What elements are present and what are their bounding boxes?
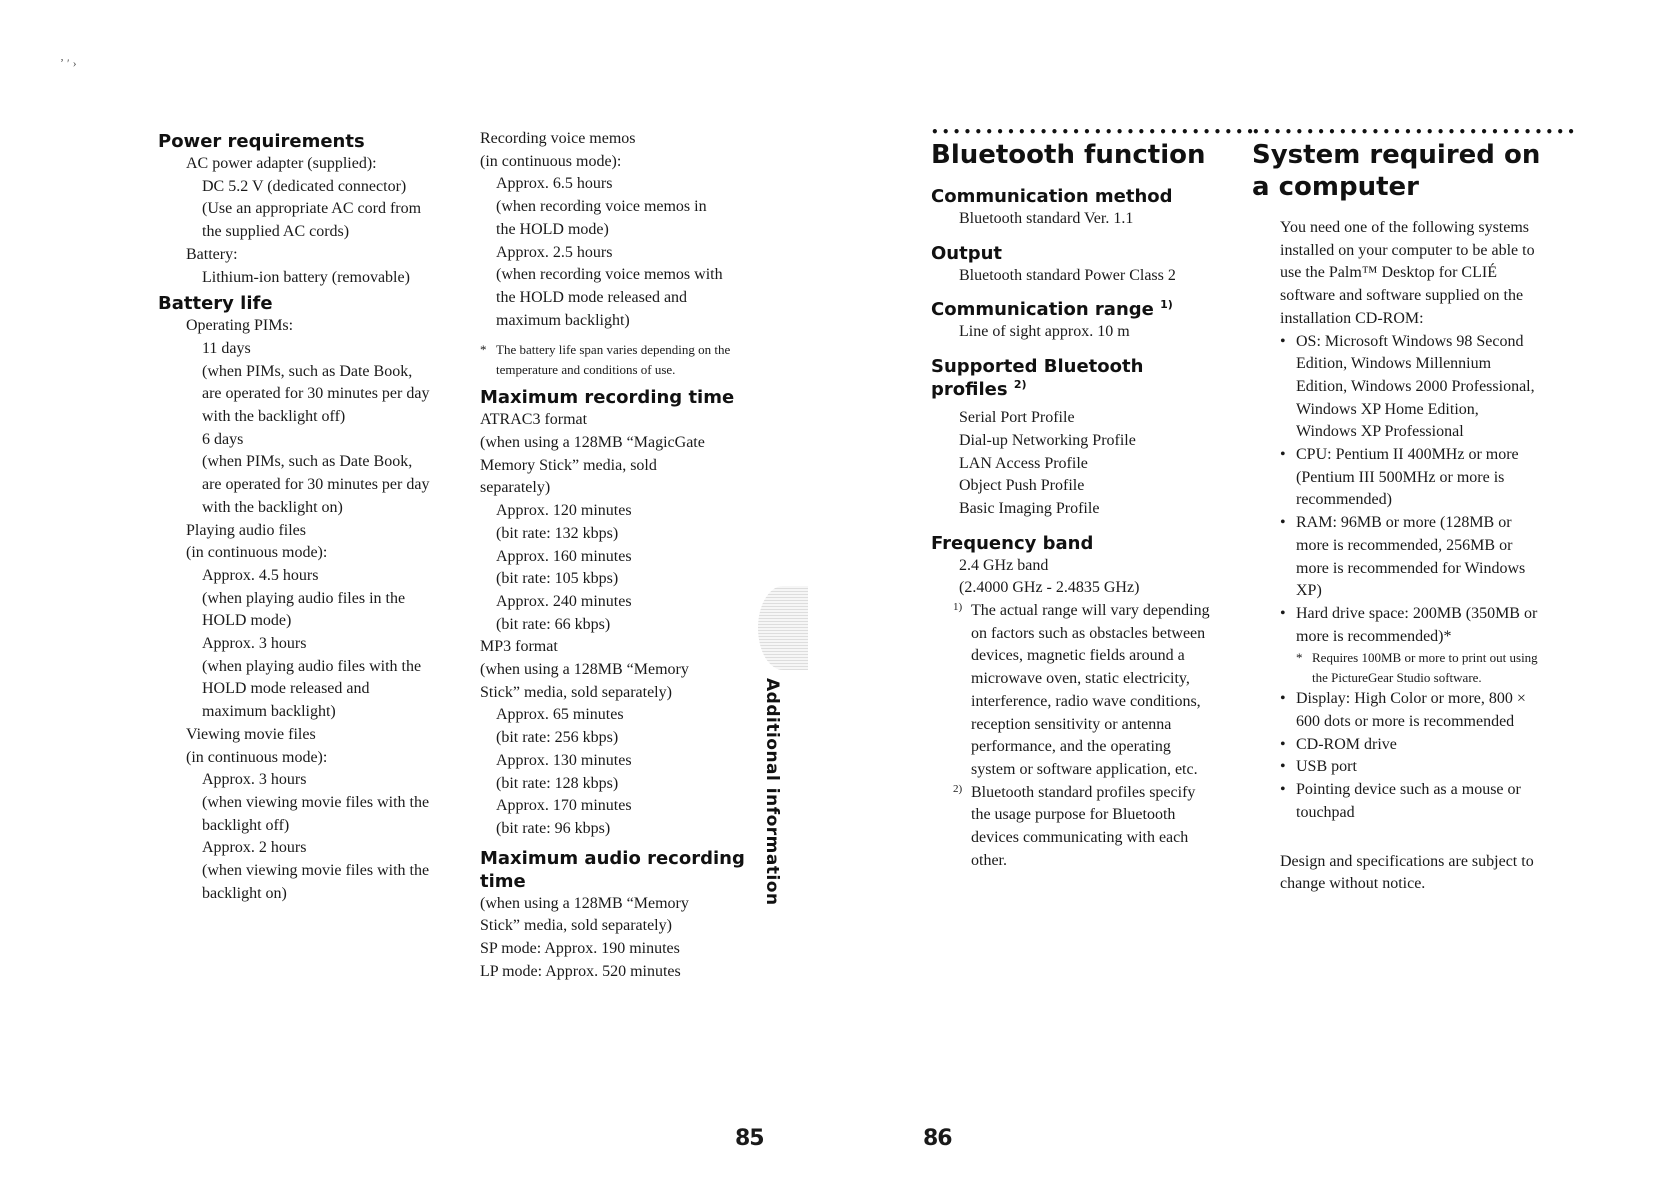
spec-line: (when viewing movie files with the [202, 793, 430, 811]
spec-line: (bit rate: 96 kbps) [496, 819, 611, 837]
spec-line: Operating PIMs: [186, 317, 294, 335]
spec-line: (when using a 128MB “Memory [480, 661, 689, 679]
spec-line: maximum backlight) [202, 703, 336, 721]
max-recording-lines [452, 409, 770, 840]
frequency-line: 2.4 GHz band [959, 556, 1049, 574]
note-ref-2: 2) [1013, 378, 1027, 392]
hdd-footnote: * Requires 100MB or more to print out using the PictureGear Studio software. [1296, 648, 1554, 688]
max-recording-heading: Maximum recording time [480, 387, 735, 409]
battery-lines [158, 315, 458, 905]
spec-line: (in continuous mode): [186, 544, 328, 562]
spec-line: backlight on) [202, 884, 287, 902]
spec-line: (bit rate: 132 kbps) [496, 524, 619, 542]
spec-line: with the backlight off) [202, 408, 346, 426]
section-tab-label: Additional information [762, 678, 782, 906]
requirement-bullet: • Display: High Color or more, 800 × 600 dots or more is recommended [1280, 688, 1538, 733]
page-number-right: 86 [923, 1126, 952, 1151]
spec-line: Approx. 2 hours [202, 839, 307, 857]
spec-line: Approx. 2.5 hours [496, 243, 613, 261]
requirement-bullet: • Hard drive space: 200MB (350MB or more is recommended)* [1280, 603, 1538, 648]
spec-line: (Use an appropriate AC cord from [202, 200, 422, 218]
left-column-2 [480, 128, 770, 984]
profile-item: LAN Access Profile [959, 454, 1088, 472]
spec-line: Recording voice memos [480, 130, 636, 147]
spec-line: DC 5.2 V (dedicated connector) [202, 177, 407, 195]
comm-range-heading: Communication range $^{1)}$ [931, 298, 1173, 321]
requirement-bullet: • OS: Microsoft Windows 98 Second Edition, Windows Millennium Edition, Windows 2000 Professional, Windows XP Home Edition, Windows XP Professional [1280, 331, 1538, 445]
bluetooth-title: Bluetooth function [931, 140, 1206, 170]
spec-line: Approx. 170 minutes [496, 797, 632, 815]
spec-line: MP3 format [480, 638, 558, 656]
spec-line: Battery: [186, 245, 238, 263]
spec-line: maximum backlight) [496, 311, 630, 329]
power-lines [158, 153, 458, 289]
spec-line: (when using a 128MB “Memory [480, 894, 689, 912]
requirement-bullet: • CPU: Pentium II 400MHz or more (Pentium III 500MHz or more is recommended) [1280, 444, 1538, 512]
output-value: Bluetooth standard Power Class 2 [959, 266, 1176, 284]
max-audio-heading: Maximum audio recording time [480, 847, 745, 892]
spec-line: Approx. 130 minutes [496, 751, 632, 769]
spec-line: (when using a 128MB “MagicGate [480, 434, 705, 452]
system-column [1252, 125, 1579, 896]
spec-line: with the backlight on) [202, 498, 343, 516]
comm-range-value: Line of sight approx. 10 m [959, 323, 1130, 341]
requirement-bullet: • CD-ROM drive [1280, 734, 1538, 757]
spec-line: Lithium-ion battery (removable) [202, 268, 410, 286]
bluetooth-notes [931, 600, 1215, 872]
left-column-1 [158, 130, 458, 906]
profile-item: Dial-up Networking Profile [959, 431, 1136, 449]
spec-line: (when playing audio files in the [202, 589, 406, 607]
spec-line: (in continuous mode): [480, 152, 622, 170]
spec-line: (in continuous mode): [186, 748, 328, 766]
spec-line: Approx. 3 hours [202, 635, 307, 653]
note-ref-1: 1) [1160, 298, 1173, 312]
spec-line: (bit rate: 105 kbps) [496, 570, 619, 588]
dot-rule: •••••••••••••••••••••••••••••• [931, 125, 1258, 139]
spec-line: SP mode: Approx. 190 minutes [480, 940, 680, 958]
spec-line: Approx. 120 minutes [496, 502, 632, 520]
section-tab [758, 586, 808, 670]
spec-line: HOLD mode released and [202, 680, 370, 698]
frequency-line: (2.4000 GHz - 2.4835 GHz) [959, 579, 1140, 597]
battery-footnote: * The battery life span varies depending on the temperature and conditions of use. [480, 340, 746, 380]
profile-list [931, 407, 1231, 521]
profile-item: Basic Imaging Profile [959, 499, 1100, 517]
spec-line: (bit rate: 128 kbps) [496, 774, 619, 792]
comm-method-value: Bluetooth standard Ver. 1.1 [959, 210, 1134, 227]
spec-line: ATRAC3 format [480, 411, 588, 429]
system-intro: You need one of the following systems installed on your computer to be able to use the Palm™ Desktop for CLIÉ software and software supplied on the installation CD-ROM: [1280, 219, 1535, 327]
spec-line: LP mode: Approx. 520 minutes [480, 962, 681, 980]
spec-line: 6 days [202, 430, 244, 448]
spec-line: Stick” media, sold separately) [480, 683, 672, 701]
spec-line: Approx. 65 minutes [496, 706, 624, 724]
spec-line: (when playing audio files with the [202, 657, 422, 675]
system-bullets [1252, 331, 1538, 649]
spec-line: Viewing movie files [186, 725, 316, 743]
spec-line: HOLD mode) [202, 612, 292, 630]
spec-line: Approx. 6.5 hours [496, 175, 613, 193]
spec-line: the HOLD mode) [496, 220, 609, 238]
spec-line: (bit rate: 66 kbps) [496, 615, 611, 633]
closing-note: Design and specifications are subject to change without notice. [1280, 852, 1534, 893]
spec-line: backlight off) [202, 816, 290, 834]
profile-item: Object Push Profile [959, 477, 1085, 495]
bluetooth-column [931, 125, 1258, 872]
spec-line: Playing audio files [186, 521, 306, 539]
max-audio-lines [452, 893, 770, 984]
spec-line: Approx. 240 minutes [496, 592, 632, 610]
spec-line: AC power adapter (supplied): [186, 155, 377, 172]
spec-line: are operated for 30 minutes per day [202, 385, 430, 403]
system-bullets-2 [1252, 688, 1538, 824]
battery-heading: Battery life [158, 293, 273, 315]
requirement-bullet: • Pointing device such as a mouse or touchpad [1280, 779, 1538, 824]
frequency-lines [931, 555, 1231, 600]
power-heading: Power requirements [158, 131, 365, 152]
footnote-text: The actual range will vary depending on factors such as obstacles between devices, magnetic fields around a microwave oven, static electricity, interference, radio wave conditions, reception sensitivity or antenna performance, and the operating system or software application, etc. [971, 602, 1210, 778]
spec-line: (when viewing movie files with the [202, 862, 430, 880]
spec-line: the supplied AC cords) [202, 223, 350, 241]
footnote-mark: 2) [953, 782, 963, 795]
spec-line: separately) [480, 479, 551, 497]
spec-line: are operated for 30 minutes per day [202, 476, 430, 494]
system-title: System required on a computer [1252, 140, 1541, 202]
spec-line: the HOLD mode released and [496, 288, 688, 306]
corner-marks: ʼ ′ › [60, 56, 77, 70]
spec-line: (when PIMs, such as Date Book, [202, 453, 413, 471]
spec-line: (bit rate: 256 kbps) [496, 729, 619, 747]
spec-line: Approx. 4.5 hours [202, 566, 319, 584]
requirement-bullet: • RAM: 96MB or more (128MB or more is recommended, 256MB or more is recommended for Windows XP) [1280, 512, 1538, 603]
spec-line: (when PIMs, such as Date Book, [202, 362, 413, 380]
profile-item: Serial Port Profile [959, 409, 1075, 427]
frequency-heading: Frequency band [931, 532, 1094, 554]
profiles-heading: Supported Bluetooth profiles $^{2)}$ [931, 356, 1144, 401]
spec-line: Approx. 3 hours [202, 771, 307, 789]
voice-memo-lines [452, 128, 770, 332]
footnote-mark: 1) [953, 601, 963, 614]
spec-line: (when recording voice memos with [496, 266, 723, 284]
footnote [953, 600, 1215, 782]
comm-method-heading: Communication method [931, 186, 1173, 207]
spec-line: (when recording voice memos in [496, 198, 707, 216]
requirement-bullet: • USB port [1280, 756, 1538, 779]
spec-line: Approx. 160 minutes [496, 547, 632, 565]
footnote-text: Bluetooth standard profiles specify the usage purpose for Bluetooth devices communicating with each other. [971, 783, 1196, 869]
output-heading: Output [931, 242, 1003, 264]
spec-line: Stick” media, sold separately) [480, 917, 672, 935]
spec-line: Memory Stick” media, sold [480, 456, 657, 474]
dot-rule: •••••••••••••••••••••••••••••• [1252, 125, 1579, 139]
footnote [953, 782, 1215, 873]
spec-line: 11 days [202, 339, 251, 357]
page-number-left: 85 [735, 1126, 764, 1151]
